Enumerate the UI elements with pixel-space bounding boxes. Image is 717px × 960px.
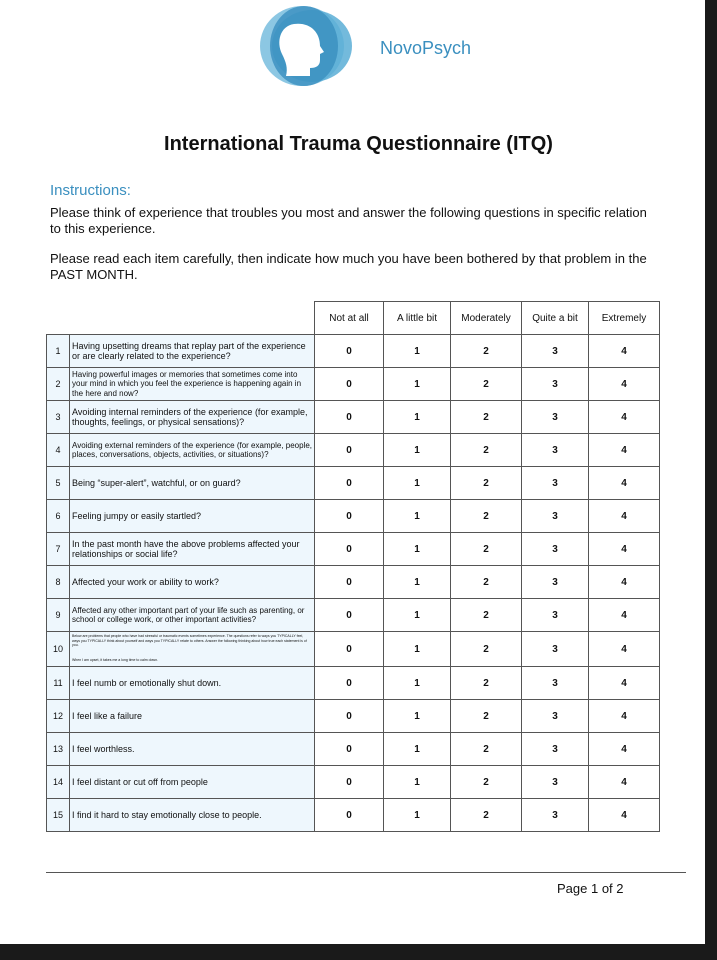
- option-2[interactable]: 2: [451, 434, 522, 467]
- option-3[interactable]: 3: [522, 401, 589, 434]
- option-0[interactable]: 0: [315, 700, 384, 733]
- option-4[interactable]: 4: [589, 733, 660, 766]
- option-1[interactable]: 1: [384, 401, 451, 434]
- option-3[interactable]: 3: [522, 700, 589, 733]
- item-number: 5: [47, 467, 70, 500]
- option-3[interactable]: 3: [522, 632, 589, 667]
- option-1[interactable]: 1: [384, 599, 451, 632]
- option-2[interactable]: 2: [451, 700, 522, 733]
- item-number: 8: [47, 566, 70, 599]
- questionnaire-table: [46, 301, 660, 832]
- item-text: I feel distant or cut off from people: [70, 766, 315, 799]
- option-1[interactable]: 1: [384, 566, 451, 599]
- column-header-moderately: Moderately: [451, 302, 522, 335]
- page-number: Page 1 of 2: [557, 881, 624, 896]
- item-number: 9: [47, 599, 70, 632]
- option-0[interactable]: 0: [315, 799, 384, 832]
- table-row: [47, 401, 660, 434]
- item-number: 6: [47, 500, 70, 533]
- item-number: 14: [47, 766, 70, 799]
- option-2[interactable]: 2: [451, 533, 522, 566]
- item-text: [70, 632, 315, 667]
- item-text: I feel worthless.: [70, 733, 315, 766]
- page-title: International Trauma Questionnaire (ITQ): [164, 133, 553, 155]
- item-number: 12: [47, 700, 70, 733]
- option-2[interactable]: 2: [451, 799, 522, 832]
- option-0[interactable]: 0: [315, 566, 384, 599]
- table-row: [47, 733, 660, 766]
- item-text: Being “super-alert”, watchful, or on guard?: [70, 467, 315, 500]
- item-number: 13: [47, 733, 70, 766]
- option-3[interactable]: 3: [522, 599, 589, 632]
- table-row: [47, 632, 660, 667]
- item-text: Having powerful images or memories that sometimes come into your mind in which you feel the experience is happening again in the here and now?: [70, 368, 315, 401]
- column-header-not-at-all: Not at all: [315, 302, 384, 335]
- option-4[interactable]: 4: [589, 467, 660, 500]
- option-1[interactable]: 1: [384, 733, 451, 766]
- table-row: [47, 700, 660, 733]
- option-0[interactable]: 0: [315, 632, 384, 667]
- brand-name: NovoPsych: [380, 38, 472, 58]
- option-1[interactable]: 1: [384, 799, 451, 832]
- option-4[interactable]: 4: [589, 500, 660, 533]
- option-3[interactable]: 3: [522, 799, 589, 832]
- option-4[interactable]: 4: [589, 632, 660, 667]
- option-2[interactable]: 2: [451, 733, 522, 766]
- option-3[interactable]: 3: [522, 733, 589, 766]
- table-row: [47, 533, 660, 566]
- option-1[interactable]: 1: [384, 467, 451, 500]
- table-row: [47, 766, 660, 799]
- option-1[interactable]: 1: [384, 632, 451, 667]
- option-0[interactable]: 0: [315, 434, 384, 467]
- column-header-a-little-bit: A little bit: [384, 302, 451, 335]
- option-3[interactable]: 3: [522, 667, 589, 700]
- option-2[interactable]: 2: [451, 599, 522, 632]
- option-0[interactable]: 0: [315, 368, 384, 401]
- item-number: 10: [47, 632, 70, 667]
- item-number: 7: [47, 533, 70, 566]
- item-text: Affected your work or ability to work?: [70, 566, 315, 599]
- option-2[interactable]: 2: [451, 335, 522, 368]
- option-1[interactable]: 1: [384, 368, 451, 401]
- item-text: Having upsetting dreams that replay part of the experience or are clearly related to the experience?: [70, 335, 315, 368]
- table-row: [47, 368, 660, 401]
- option-0[interactable]: 0: [315, 667, 384, 700]
- option-4[interactable]: 4: [589, 368, 660, 401]
- option-2[interactable]: 2: [451, 667, 522, 700]
- column-header-extremely: Extremely: [589, 302, 660, 335]
- item-text: Avoiding external reminders of the experience (for example, people, places, conversations, objects, activities, or situations)?: [70, 434, 315, 467]
- option-3[interactable]: 3: [522, 467, 589, 500]
- option-4[interactable]: 4: [589, 599, 660, 632]
- option-2[interactable]: 2: [451, 467, 522, 500]
- item-number: 1: [47, 335, 70, 368]
- item-number: 2: [47, 368, 70, 401]
- table-row: [47, 667, 660, 700]
- option-0[interactable]: 0: [315, 533, 384, 566]
- item-statement-text: When I am upset, it takes me a long time to calm down.: [72, 657, 158, 662]
- option-4[interactable]: 4: [589, 533, 660, 566]
- option-4[interactable]: 4: [589, 667, 660, 700]
- option-1[interactable]: 1: [384, 700, 451, 733]
- table-row: [47, 599, 660, 632]
- option-2[interactable]: 2: [451, 368, 522, 401]
- table-row: [47, 799, 660, 832]
- option-1[interactable]: 1: [384, 335, 451, 368]
- table-row: [47, 434, 660, 467]
- option-3[interactable]: 3: [522, 335, 589, 368]
- table-row: [47, 467, 660, 500]
- option-3[interactable]: 3: [522, 533, 589, 566]
- option-2[interactable]: 2: [451, 766, 522, 799]
- option-0[interactable]: 0: [315, 401, 384, 434]
- item-text: Affected any other important part of your life such as parenting, or school or college work, or other important activities?: [70, 599, 315, 632]
- item-number: 11: [47, 667, 70, 700]
- option-0[interactable]: 0: [315, 599, 384, 632]
- option-1[interactable]: 1: [384, 533, 451, 566]
- option-3[interactable]: 3: [522, 566, 589, 599]
- option-4[interactable]: 4: [589, 566, 660, 599]
- option-1[interactable]: 1: [384, 766, 451, 799]
- option-0[interactable]: 0: [315, 500, 384, 533]
- option-4[interactable]: 4: [589, 434, 660, 467]
- option-0[interactable]: 0: [315, 733, 384, 766]
- table-header-row: [47, 302, 660, 335]
- item-text: I find it hard to stay emotionally close to people.: [70, 799, 315, 832]
- header-blank-cell: [47, 302, 315, 335]
- column-header-quite-a-bit: Quite a bit: [522, 302, 589, 335]
- instructions-heading: Instructions:: [50, 182, 131, 199]
- table-row: [47, 335, 660, 368]
- item-number: 4: [47, 434, 70, 467]
- option-1[interactable]: 1: [384, 434, 451, 467]
- option-2[interactable]: 2: [451, 401, 522, 434]
- option-4[interactable]: 4: [589, 766, 660, 799]
- item-text: In the past month have the above problems affected your relationships or social life?: [70, 533, 315, 566]
- option-3[interactable]: 3: [522, 500, 589, 533]
- footer-divider: [46, 872, 686, 873]
- item-text: Avoiding internal reminders of the experience (for example, thoughts, feelings, or physical sensations)?: [70, 401, 315, 434]
- option-3[interactable]: 3: [522, 434, 589, 467]
- option-2[interactable]: 2: [451, 500, 522, 533]
- item-number: 15: [47, 799, 70, 832]
- item-text: I feel like a failure: [70, 700, 315, 733]
- option-4[interactable]: 4: [589, 700, 660, 733]
- option-4[interactable]: 4: [589, 799, 660, 832]
- option-4[interactable]: 4: [589, 401, 660, 434]
- option-0[interactable]: 0: [315, 335, 384, 368]
- option-0[interactable]: 0: [315, 766, 384, 799]
- option-2[interactable]: 2: [451, 632, 522, 667]
- table-row: [47, 500, 660, 533]
- option-2[interactable]: 2: [451, 566, 522, 599]
- item-preamble-text: Below are problems that people who have had stressful or traumatic events sometimes experience. The questions refer to ways you TYPICALLY feel, ways you TYPICALLY think about yourself and ways you TYPICALLY relate to others. Answer the following thinking about how true each statement is of you.: [72, 634, 307, 647]
- instructions-paragraph-2: Please read each item carefully, then indicate how much you have been bothered by that problem in the PAST MONTH.: [50, 251, 647, 282]
- option-3[interactable]: 3: [522, 368, 589, 401]
- option-3[interactable]: 3: [522, 766, 589, 799]
- option-4[interactable]: 4: [589, 335, 660, 368]
- option-1[interactable]: 1: [384, 667, 451, 700]
- item-text: I feel numb or emotionally shut down.: [70, 667, 315, 700]
- option-0[interactable]: 0: [315, 467, 384, 500]
- table-row: [47, 566, 660, 599]
- novopsych-logo-icon: [258, 2, 356, 90]
- item-text: Feeling jumpy or easily startled?: [70, 500, 315, 533]
- instructions-paragraph-1: Please think of experience that troubles you most and answer the following questions in specific relation to this experience.: [50, 205, 647, 236]
- item-number: 3: [47, 401, 70, 434]
- option-1[interactable]: 1: [384, 500, 451, 533]
